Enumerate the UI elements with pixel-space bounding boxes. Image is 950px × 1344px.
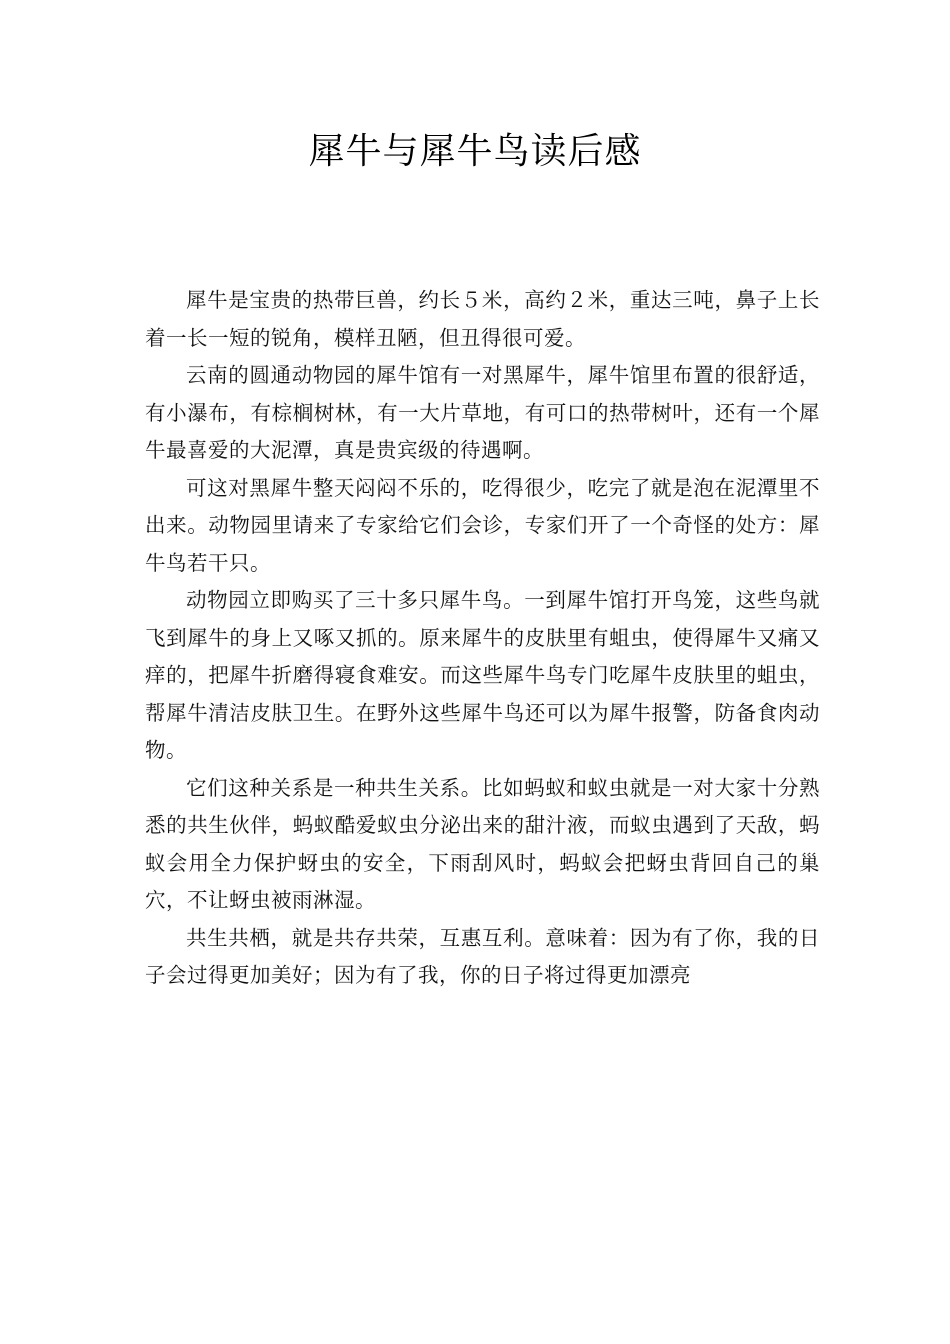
paragraph-4: 动物园立即购买了三十多只犀牛鸟。一到犀牛馆打开鸟笼，这些鸟就飞到犀牛的身上又啄又抓的。原来犀牛的皮肤里有蛆虫，使得犀牛又痛又痒的，把犀牛折磨得寝食难安。而这些犀牛鸟专门吃犀牛皮肤里的蛆虫，帮犀牛清洁皮肤卫生。在野外这些犀牛鸟还可以为犀牛报警，防备食肉动物。 — [145, 588, 820, 762]
paragraph-6: 共生共栖，就是共存共荣，互惠互利。意味着：因为有了你，我的日子会过得更加美好；因为有了我，你的日子将过得更加漂亮 — [145, 925, 820, 987]
paragraph-3: 可这对黑犀牛整天闷闷不乐的，吃得很少，吃完了就是泡在泥潭里不出来。动物园里请来了专家给它们会诊，专家们开了一个奇怪的处方：犀牛鸟若干只。 — [145, 475, 820, 575]
document-title: 犀牛与犀牛鸟读后感 — [308, 131, 642, 172]
paragraph-2: 云南的圆通动物园的犀牛馆有一对黑犀牛，犀牛馆里布置的很舒适，有小瀑布，有棕榈树林，有一大片草地，有可口的热带树叶，还有一个犀牛最喜爱的大泥潭，真是贵宾级的待遇啊。 — [145, 363, 820, 462]
paragraph-5: 它们这种关系是一种共生关系。比如蚂蚁和蚁虫就是一对大家十分熟悉的共生伙伴，蚂蚁酷爱蚁虫分泌出来的甜汁液，而蚁虫遇到了天敌，蚂蚁会用全力保护蚜虫的安全，下雨刮风时，蚂蚁会把蚜虫背回自己的巢穴，不让蚜虫被雨淋湿。 — [145, 775, 820, 912]
document-body — [145, 282, 820, 995]
paragraph-1: 犀牛是宝贵的热带巨兽，约长５米，高约２米，重达三吨，鼻子上长着一长一短的锐角，模样丑陋，但丑得很可爱。 — [145, 288, 820, 350]
